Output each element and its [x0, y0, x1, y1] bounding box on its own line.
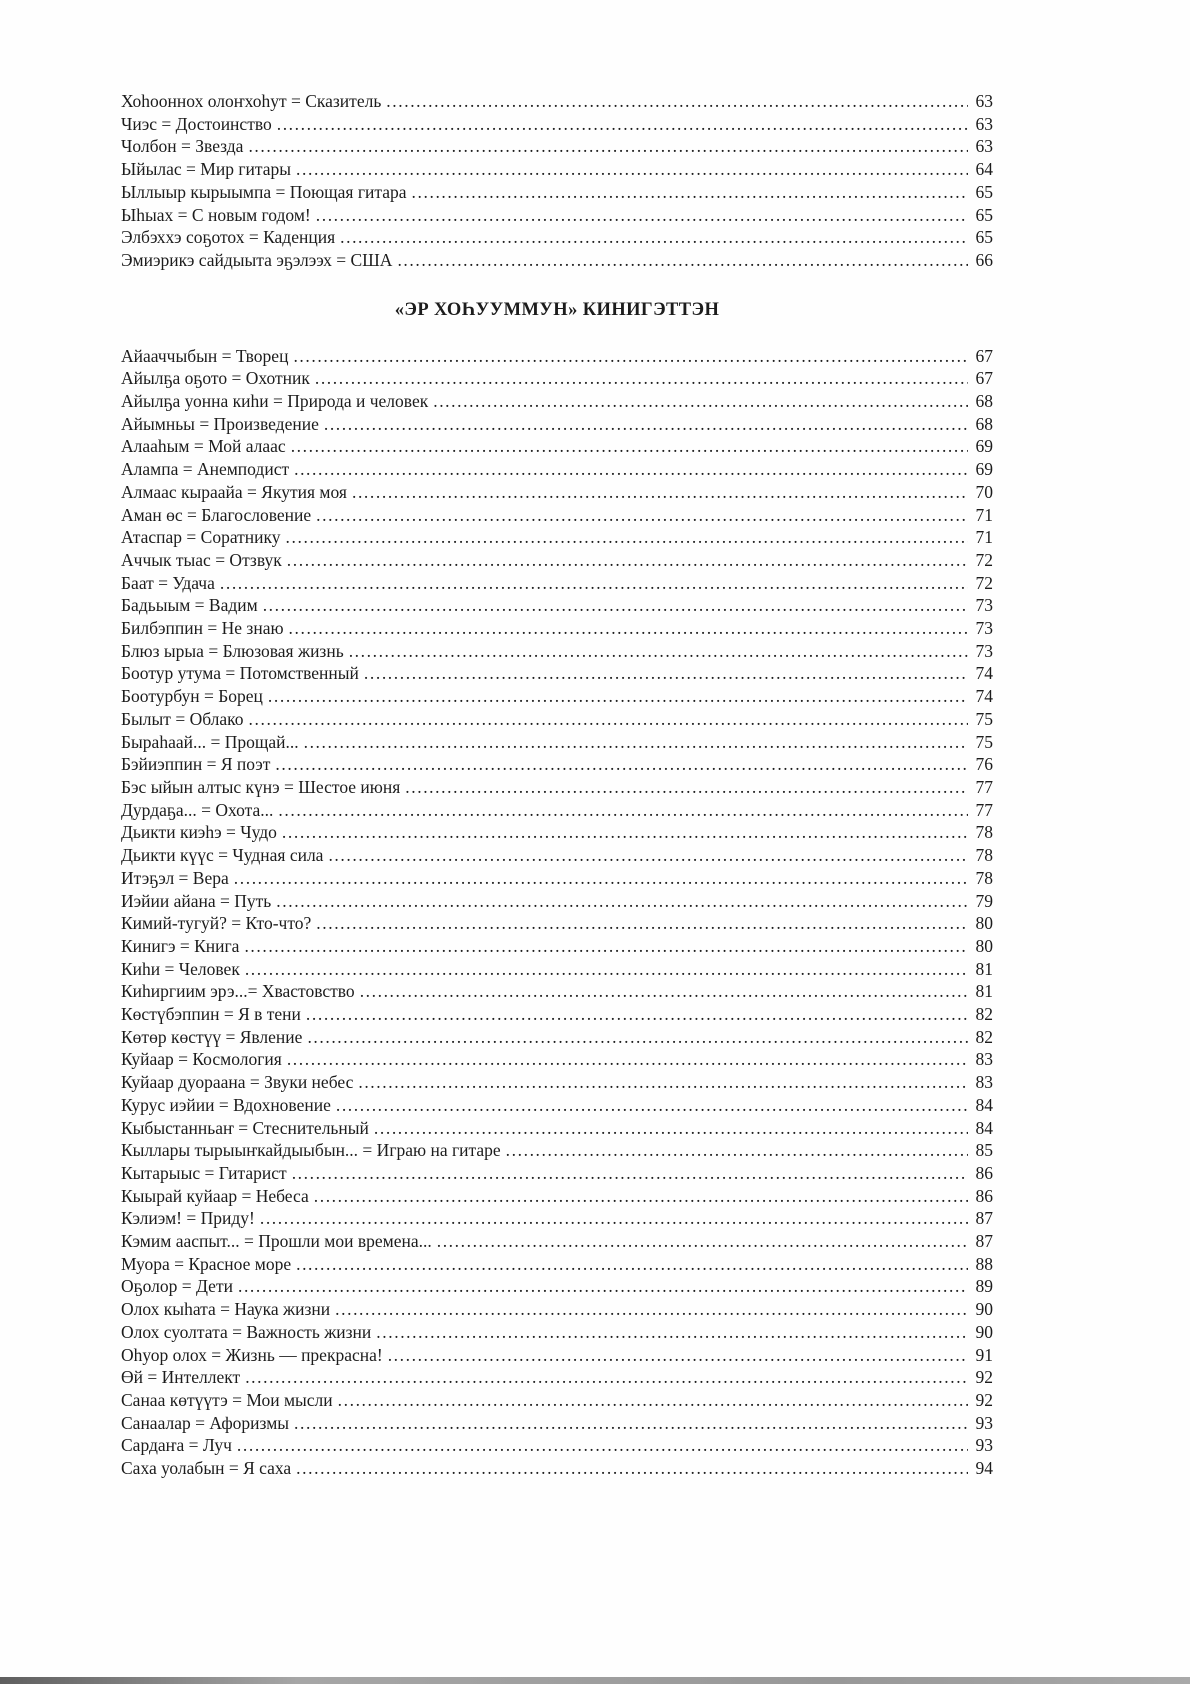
dot-leader: [294, 458, 968, 481]
entry-page-number: 67: [975, 368, 993, 389]
toc-entry: [121, 1434, 993, 1457]
toc-entry: [121, 685, 993, 708]
toc-entry: [121, 1003, 993, 1026]
toc-entry: [121, 708, 993, 731]
toc-entry: [121, 181, 993, 204]
entry-title: Ыллыыр кырыымпа = Поющая гитара: [121, 181, 407, 202]
dot-leader: [316, 504, 968, 527]
dot-leader: [287, 1048, 968, 1071]
entry-title: Быраһаай... = Прощай...: [121, 731, 299, 752]
entry-page-number: 63: [975, 136, 993, 157]
dot-leader: [335, 1298, 968, 1321]
entry-title: Эмиэрикэ сайдыыта эҕэлээх = США: [121, 249, 393, 270]
entry-page-number: 76: [975, 754, 993, 775]
entry-title: Киһиргиим эрэ...= Хвастовство: [121, 981, 355, 1002]
entry-title: Олох суолтата = Важность жизни: [121, 1321, 372, 1342]
toc-entry: [121, 413, 993, 436]
dot-leader: [291, 435, 968, 458]
entry-title: Хоһооннох олоҥхоһут = Сказитель: [121, 91, 382, 111]
entry-title: Айылҕа оҕото = Охотник: [121, 368, 310, 389]
entry-page-number: 93: [975, 1435, 993, 1456]
entry-page-number: 65: [975, 204, 993, 225]
entry-title: Саха уолабын = Я саха: [121, 1458, 292, 1479]
entry-list: [121, 345, 993, 1480]
entry-page-number: 67: [975, 345, 993, 366]
entry-title: Боотурбун = Борец: [121, 686, 263, 707]
entry-title: Аман өс = Благословение: [121, 504, 312, 525]
toc-entry: [121, 640, 993, 663]
entry-page-number: 92: [975, 1367, 993, 1388]
entry-page-number: 83: [975, 1072, 993, 1093]
dot-leader: [324, 413, 968, 436]
entry-page-number: 84: [975, 1117, 993, 1138]
dot-leader: [386, 90, 968, 113]
entry-title: Айылҕа уонна киһи = Природа и человек: [121, 391, 429, 412]
entry-page-number: 78: [975, 845, 993, 866]
toc-entry: [121, 844, 993, 867]
toc-entry: [121, 1253, 993, 1276]
entry-page-number: 88: [975, 1253, 993, 1274]
dot-leader: [292, 1162, 968, 1185]
toc-entry: [121, 1048, 993, 1071]
dot-leader: [433, 390, 968, 413]
toc-section: [121, 90, 993, 272]
entry-title: Санаа көтүүтэ = Мои мысли: [121, 1389, 333, 1410]
toc-entry: [121, 890, 993, 913]
entry-page-number: 90: [975, 1321, 993, 1342]
entry-title: Муора = Красное море: [121, 1253, 292, 1274]
dot-leader: [296, 1457, 968, 1480]
toc-entry: [121, 912, 993, 935]
dot-leader: [287, 549, 968, 572]
dot-leader: [293, 345, 968, 368]
entry-title: Киһи = Человек: [121, 958, 240, 979]
entry-title: Дьикти киэһэ = Чудо: [121, 822, 277, 843]
toc-entry: [121, 226, 993, 249]
entry-page-number: 92: [975, 1389, 993, 1410]
toc-entry: [121, 662, 993, 685]
entry-title: Дьикти күүс = Чудная сила: [121, 845, 324, 866]
entry-title: Кэмим ааспыт... = Прошли мои времена...: [121, 1231, 432, 1252]
toc-entry: [121, 1207, 993, 1230]
entry-page-number: 70: [975, 481, 993, 502]
entry-page-number: 86: [975, 1162, 993, 1183]
entry-page-number: 84: [975, 1094, 993, 1115]
toc-entry: [121, 1185, 993, 1208]
entry-page-number: 66: [975, 249, 993, 270]
toc-entry: [121, 458, 993, 481]
dot-leader: [275, 753, 968, 776]
entry-title: Боотур утума = Потомственный: [121, 663, 359, 684]
toc-entry: [121, 1298, 993, 1321]
dot-leader: [278, 799, 968, 822]
entry-title: Былыт = Облако: [121, 708, 244, 729]
entry-page-number: 82: [975, 1026, 993, 1047]
dot-leader: [316, 204, 968, 227]
toc-entry: [121, 1139, 993, 1162]
toc-section: [121, 298, 993, 1480]
toc-entry: [121, 1321, 993, 1344]
entry-title: Кинигэ = Книга: [121, 935, 240, 956]
toc-entry: [121, 572, 993, 595]
entry-title: Оҕолор = Дети: [121, 1276, 233, 1297]
entry-title: Билбэппин = Не знаю: [121, 618, 284, 639]
entry-title: Алампа = Анемподист: [121, 459, 290, 480]
toc-entry: [121, 204, 993, 227]
entry-title: Бэс ыйын алтыс күнэ = Шестое июня: [121, 776, 401, 797]
entry-title: Баат = Удача: [121, 572, 215, 593]
entry-page-number: 77: [975, 799, 993, 820]
entry-page-number: 71: [975, 527, 993, 548]
toc-entry: [121, 1457, 993, 1480]
entry-title: Курус иэйии = Вдохновение: [121, 1094, 331, 1115]
entry-title: Элбэххэ соҕотох = Каденция: [121, 227, 336, 248]
scan-edge-artifact: [0, 1677, 1190, 1684]
dot-leader: [405, 776, 968, 799]
entry-title: Санаалар = Афоризмы: [121, 1412, 290, 1433]
entry-page-number: 68: [975, 391, 993, 412]
entry-page-number: 87: [975, 1231, 993, 1252]
entry-page-number: 81: [975, 958, 993, 979]
dot-leader: [358, 1071, 968, 1094]
entry-title: Кимий-тугуй? = Кто-что?: [121, 913, 312, 934]
toc-entry: [121, 867, 993, 890]
entry-title: Алмаас кыраайа = Якутия моя: [121, 481, 347, 502]
dot-leader: [336, 1094, 968, 1117]
entry-title: Айааччыбын = Творец: [121, 345, 289, 366]
entry-title: Оһуор олох = Жизнь — прекрасна!: [121, 1344, 383, 1365]
dot-leader: [374, 1117, 968, 1140]
entry-page-number: 79: [975, 890, 993, 911]
entry-page-number: 90: [975, 1299, 993, 1320]
toc-entry: [121, 980, 993, 1003]
dot-leader: [296, 1253, 968, 1276]
dot-leader: [397, 249, 968, 272]
entry-title: Куйаар дуораана = Звуки небес: [121, 1072, 354, 1093]
toc-entry: [121, 1117, 993, 1140]
entry-page-number: 78: [975, 867, 993, 888]
dot-leader: [306, 1003, 968, 1026]
toc-entry: [121, 731, 993, 754]
toc-entry: [121, 135, 993, 158]
toc-entry: [121, 753, 993, 776]
dot-leader: [263, 594, 968, 617]
entry-title: Кыллары тырыыҥкайдыыбын... = Играю на гитаре: [121, 1140, 501, 1161]
dot-leader: [277, 113, 968, 136]
entry-page-number: 77: [975, 776, 993, 797]
entry-page-number: 75: [975, 731, 993, 752]
entry-title: Итэҕэл = Вера: [121, 867, 229, 888]
dot-leader: [328, 844, 968, 867]
entry-page-number: 80: [975, 935, 993, 956]
entry-title: Ыйылас = Мир гитары: [121, 159, 292, 180]
toc-entry: [121, 549, 993, 572]
toc-entry: [121, 617, 993, 640]
entry-title: Дурдаҕа... = Охота...: [121, 799, 274, 820]
toc-entry: [121, 90, 993, 113]
toc-entry: [121, 1366, 993, 1389]
toc-entry: [121, 481, 993, 504]
dot-leader: [268, 685, 968, 708]
entry-page-number: 74: [975, 686, 993, 707]
toc-entry: [121, 526, 993, 549]
toc-entry: [121, 390, 993, 413]
dot-leader: [340, 226, 968, 249]
entry-title: Чолбон = Звезда: [121, 136, 244, 157]
toc-entry: [121, 1162, 993, 1185]
entry-page-number: 65: [975, 227, 993, 248]
entry-page-number: 89: [975, 1276, 993, 1297]
entry-page-number: 83: [975, 1049, 993, 1070]
toc-entry: [121, 1412, 993, 1435]
toc-entry: [121, 435, 993, 458]
dot-leader: [244, 935, 968, 958]
entry-title: Кыырай куйаар = Небеса: [121, 1185, 309, 1206]
table-of-contents: [121, 90, 993, 1480]
entry-title: Блюз ырыа = Блюзовая жизнь: [121, 640, 344, 661]
entry-title: Сардаҥа = Луч: [121, 1435, 232, 1456]
dot-leader: [506, 1139, 968, 1162]
dot-leader: [388, 1344, 968, 1367]
entry-page-number: 86: [975, 1185, 993, 1206]
entry-list: [121, 90, 993, 272]
toc-entry: [121, 594, 993, 617]
dot-leader: [286, 526, 968, 549]
toc-entry: [121, 1094, 993, 1117]
section-heading: «ЭР ХОҺУУММУН» КИНИГЭТТЭН: [394, 299, 720, 320]
entry-page-number: 85: [975, 1140, 993, 1161]
toc-entry: [121, 345, 993, 368]
toc-entry: [121, 1071, 993, 1094]
entry-page-number: 63: [975, 113, 993, 134]
entry-page-number: 87: [975, 1208, 993, 1229]
dot-leader: [314, 1185, 968, 1208]
entry-title: Айымньы = Произведение: [121, 413, 319, 434]
entry-title: Алааһым = Мой алаас: [121, 436, 286, 457]
dot-leader: [349, 640, 968, 663]
entry-page-number: 73: [975, 640, 993, 661]
entry-title: Бэйиэппин = Я поэт: [121, 754, 271, 775]
entry-page-number: 91: [975, 1344, 993, 1365]
entry-title: Аччык тыас = Отзвук: [121, 549, 282, 570]
toc-entry: [121, 367, 993, 390]
entry-title: Кыбыстанньаҥ = Стеснительный: [121, 1117, 369, 1138]
toc-entry: [121, 504, 993, 527]
entry-page-number: 93: [975, 1412, 993, 1433]
entry-page-number: 73: [975, 595, 993, 616]
entry-page-number: 80: [975, 913, 993, 934]
toc-entry: [121, 1230, 993, 1253]
entry-title: Олох кыһата = Наука жизни: [121, 1299, 331, 1320]
entry-page-number: 75: [975, 708, 993, 729]
entry-page-number: 65: [975, 181, 993, 202]
toc-entry: [121, 776, 993, 799]
dot-leader: [260, 1207, 968, 1230]
toc-entry: [121, 113, 993, 136]
toc-entry: [121, 821, 993, 844]
entry-title: Көстүбэппин = Я в тени: [121, 1004, 301, 1025]
entry-title: Өй = Интеллект: [121, 1367, 241, 1388]
dot-leader: [412, 181, 968, 204]
toc-entry: [121, 249, 993, 272]
entry-page-number: 64: [975, 159, 993, 180]
toc-entry: [121, 1275, 993, 1298]
entry-title: Бадьыым = Вадим: [121, 595, 258, 616]
entry-title: Ыһыах = С новым годом!: [121, 204, 311, 225]
toc-entry: [121, 1026, 993, 1049]
dot-leader: [238, 1275, 968, 1298]
dot-leader: [315, 367, 968, 390]
entry-title: Куйаар = Космология: [121, 1049, 282, 1070]
entry-page-number: 63: [975, 91, 993, 111]
entry-page-number: 69: [975, 459, 993, 480]
toc-entry: [121, 799, 993, 822]
entry-page-number: 81: [975, 981, 993, 1002]
dot-leader: [352, 481, 968, 504]
entry-title: Көтөр көстүү = Явление: [121, 1026, 303, 1047]
entry-page-number: 74: [975, 663, 993, 684]
toc-entry: [121, 158, 993, 181]
entry-page-number: 94: [975, 1458, 993, 1479]
entry-title: Кэлиэм! = Приду!: [121, 1208, 255, 1229]
entry-page-number: 78: [975, 822, 993, 843]
entry-title: Кытарыыс = Гитарист: [121, 1162, 287, 1183]
dot-leader: [245, 1366, 968, 1389]
entry-page-number: 68: [975, 413, 993, 434]
dot-leader: [249, 708, 968, 731]
dot-leader: [296, 158, 968, 181]
toc-entry: [121, 1389, 993, 1412]
dot-leader: [248, 135, 968, 158]
dot-leader: [364, 662, 968, 685]
dot-leader: [289, 617, 968, 640]
dot-leader: [237, 1434, 968, 1457]
entry-page-number: 69: [975, 436, 993, 457]
dot-leader: [376, 1321, 968, 1344]
dot-leader: [220, 572, 968, 595]
dot-leader: [360, 980, 968, 1003]
toc-entry: [121, 1344, 993, 1367]
entry-title: Иэйии айана = Путь: [121, 890, 272, 911]
dot-leader: [338, 1389, 968, 1412]
toc-entry: [121, 935, 993, 958]
dot-leader: [304, 731, 968, 754]
entry-title: Атаспар = Соратнику: [121, 527, 281, 548]
toc-entry: [121, 958, 993, 981]
entry-title: Чиэс = Достоинство: [121, 113, 272, 134]
entry-page-number: 71: [975, 504, 993, 525]
dot-leader: [234, 867, 968, 890]
dot-leader: [307, 1026, 968, 1049]
entry-page-number: 73: [975, 618, 993, 639]
dot-leader: [294, 1412, 968, 1435]
entry-page-number: 72: [975, 549, 993, 570]
dot-leader: [245, 958, 968, 981]
entry-page-number: 82: [975, 1004, 993, 1025]
dot-leader: [282, 821, 968, 844]
dot-leader: [276, 890, 968, 913]
dot-leader: [316, 912, 968, 935]
dot-leader: [437, 1230, 968, 1253]
entry-page-number: 72: [975, 572, 993, 593]
